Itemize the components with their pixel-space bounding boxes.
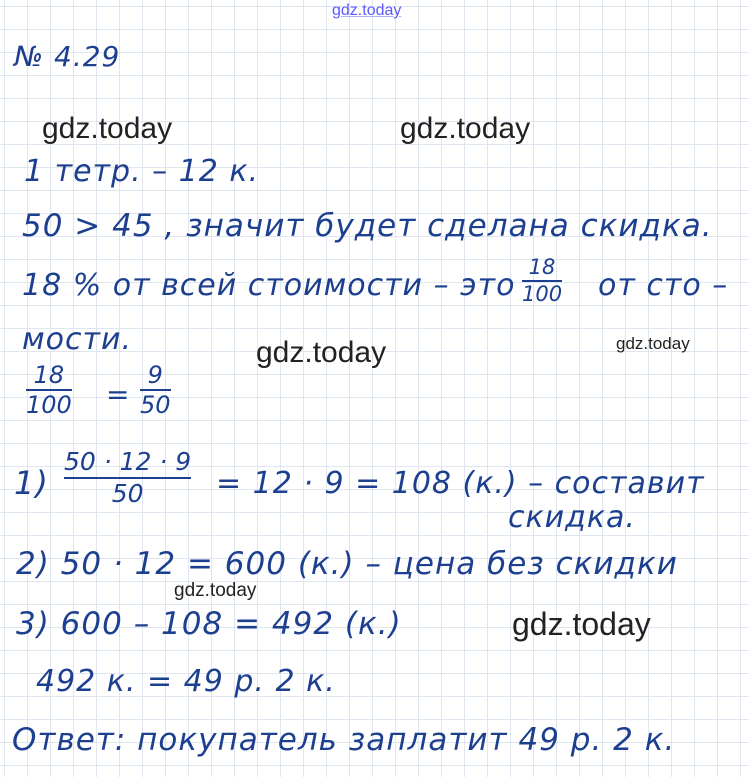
watermark: gdz.today	[174, 580, 257, 601]
step-1-cont: скидка.	[508, 500, 636, 535]
watermark: gdz.today	[400, 112, 531, 145]
fraction-numerator: 50 · 12 · 9	[64, 447, 192, 476]
line-percent-a: 18 % от всей стоимости – это	[22, 268, 516, 303]
equals-sign: =	[106, 378, 131, 411]
watermark: gdz.today	[616, 334, 690, 353]
fraction-9-50	[140, 362, 171, 419]
task-number: № 4.29	[14, 40, 121, 73]
fraction-numerator: 9	[147, 361, 163, 389]
fraction-denominator: 50	[140, 391, 171, 420]
fraction-18-100-inline	[522, 256, 562, 306]
watermark: gdz.today	[512, 606, 651, 642]
fraction-denominator: 50	[111, 478, 144, 508]
line-percent-cont: мости.	[22, 322, 132, 357]
fraction-denominator: 100	[522, 282, 563, 307]
fraction-denominator: 100	[26, 391, 72, 420]
step-1-label: 1)	[14, 464, 49, 502]
step-3: 3) 600 – 108 = 492 (к.)	[16, 606, 402, 642]
fraction-numerator: 18	[33, 361, 65, 389]
watermark-top[interactable]: gdz.today	[332, 2, 402, 19]
step-1-fraction	[64, 448, 191, 507]
line-percent-b: от сто –	[598, 268, 729, 303]
fraction-numerator: 18	[528, 255, 556, 279]
fraction-18-100	[26, 362, 72, 419]
watermark: gdz.today	[42, 112, 173, 145]
watermark: gdz.today	[256, 336, 387, 369]
conversion-line: 492 к. = 49 р. 2 к.	[36, 664, 336, 699]
step-2: 2) 50 · 12 = 600 (к.) – цена без скидки	[16, 546, 678, 582]
line-notebook-price: 1 тетр. – 12 к.	[24, 154, 260, 189]
step-1-result: = 12 · 9 = 108 (к.) – составит	[216, 466, 705, 501]
line-discount-condition: 50 > 45 , значит будет сделана скидка.	[22, 208, 713, 244]
answer-line: Ответ: покупатель заплатит 49 р. 2 к.	[12, 722, 676, 758]
